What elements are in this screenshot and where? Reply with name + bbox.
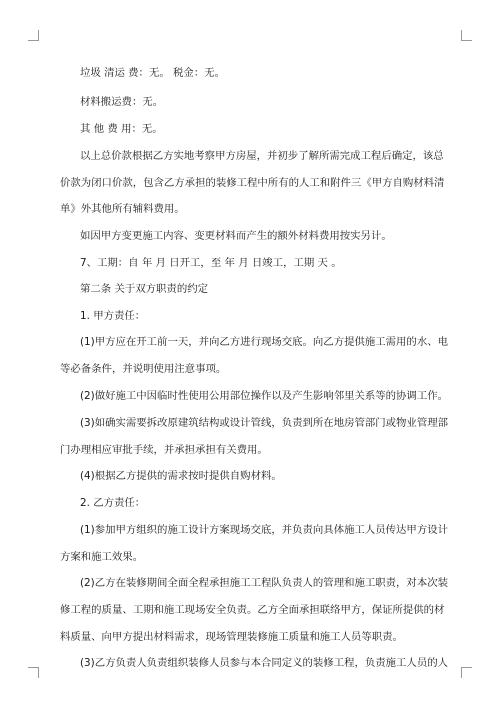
- paragraph-line: 料质量、向甲方提出材料需求，现场管理装修施工质量和施工人员等职责。: [60, 631, 403, 643]
- text-line: 材料搬运费：无。: [80, 96, 164, 108]
- paragraph-line: (1)甲方应在开工前一天，并向乙方进行现场交底。向乙方提供施工需用的水、电: [80, 336, 448, 348]
- paragraph-line: 价款为闭口价款，包含乙方承担的装修工程中所有的人工和附件三《甲方自购材料清: [60, 177, 445, 189]
- text-line: 其 他 费 用：无。: [80, 123, 163, 135]
- crop-mark-top-right: [461, 30, 472, 41]
- paragraph-line: 以上总价款根据乙方实地考察甲方房屋，并初步了解所需完成工程后确定，该总: [80, 150, 444, 162]
- paragraph-line: (2)做好施工中因临时性使用公用部位操作以及产生影响邻里关系等的协调工作。: [80, 390, 448, 402]
- paragraph-line: 方案和施工效果。: [60, 551, 144, 563]
- paragraph-line: (4)根据乙方提供的需求按时提供自购材料。: [80, 470, 282, 482]
- paragraph-line: 修工程的质量、工期和施工现场安全负责。乙方全面承担联络甲方，保证所提供的材: [60, 604, 445, 616]
- paragraph-line: (1)参加甲方组织的施工设计方案现场交底，并负责向具体施工人员传达甲方设计: [80, 524, 448, 536]
- paragraph-line: (3)如确实需要拆改原建筑结构或设计管线，负责到所在地房管部门或物业管理部: [80, 417, 448, 429]
- paragraph-line: (2)乙方在装修期间全面全程承担施工工程队负责人的管理和施工职责，对本次装: [80, 577, 448, 589]
- crop-mark-top-left: [28, 30, 39, 41]
- section-heading: 第二条 关于双方职责的约定: [80, 283, 208, 295]
- paragraph-line: 门办理相应审批手续，并承担承担有关费用。: [60, 444, 268, 456]
- paragraph-line: 如因甲方变更施工内容、变更材料而产生的额外材料费用按实另计。: [80, 230, 392, 242]
- paragraph-line: (3)乙方负责人负责组织装修人员参与本合同定义的装修工程，负责施工人员的人: [80, 657, 448, 669]
- crop-mark-bottom-right: [461, 667, 472, 678]
- paragraph-line: 等必备条件，并说明使用注意事项。: [60, 363, 227, 375]
- text-line: 垃圾 清运 费：无。 税金：无。: [80, 67, 225, 79]
- text-line: 7、工期：自 年 月 日开工，至 年 月 日竣工，工期 天 。: [80, 257, 342, 269]
- subsection-heading: 1. 甲方责任：: [80, 310, 146, 322]
- subsection-heading: 2. 乙方责任：: [80, 497, 146, 509]
- crop-mark-bottom-left: [28, 667, 39, 678]
- paragraph-line: 单》外其他所有辅料费用。: [60, 203, 185, 215]
